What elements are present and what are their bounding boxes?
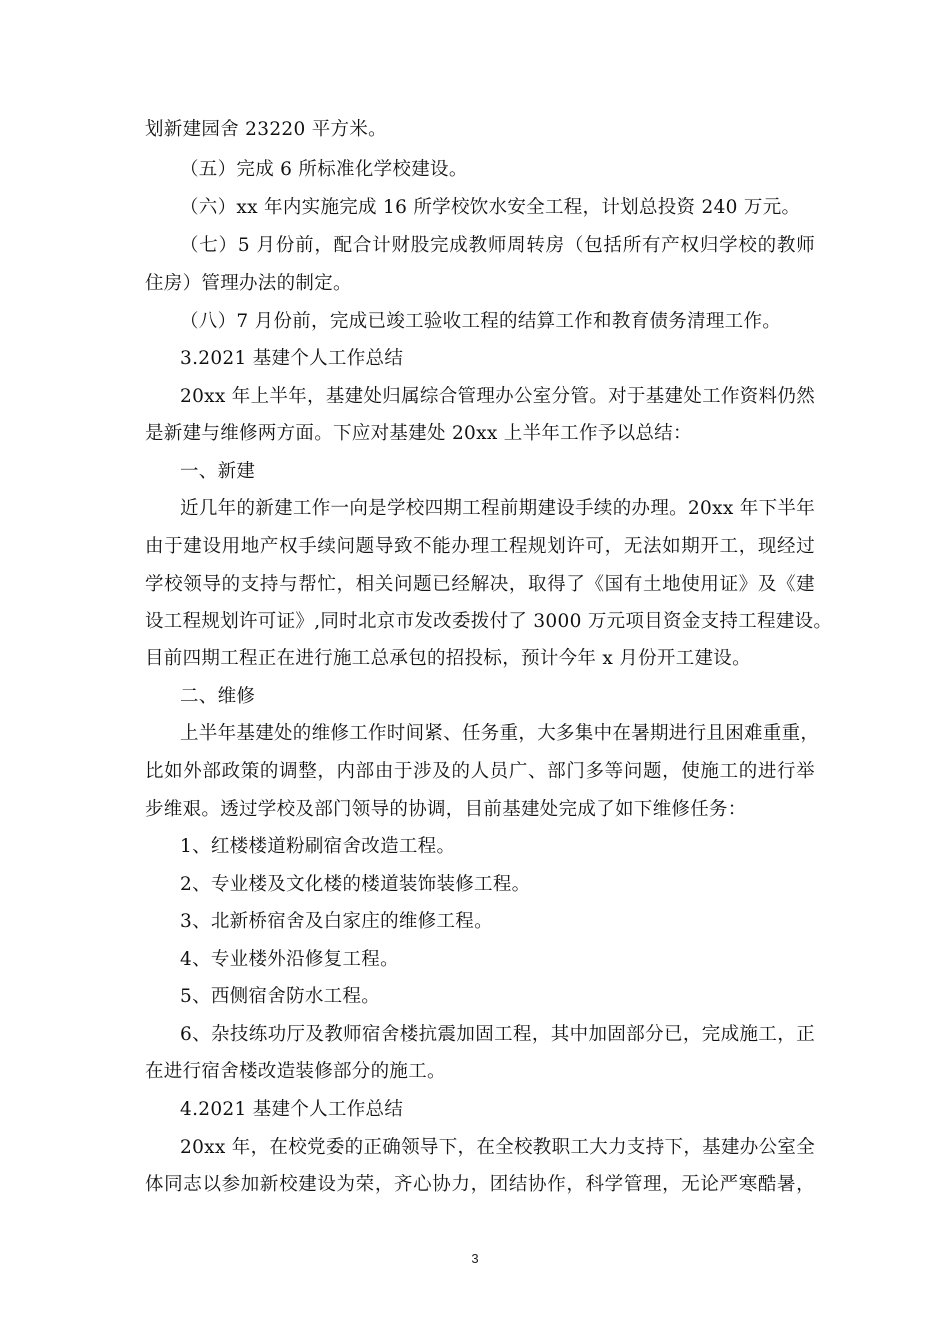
list-item: 6、杂技练功厅及教师宿舍楼抗震加固工程，其中加固部分已，完成施工，正: [180, 1024, 815, 1045]
text-line: （八）7 月份前，完成已竣工验收工程的结算工作和教育债务清理工作。: [180, 311, 782, 332]
section-heading: 4.2021 基建个人工作总结: [180, 1099, 404, 1120]
list-item: 4、专业楼外沿修复工程。: [180, 949, 399, 970]
list-item: 2、专业楼及文化楼的楼道装饰装修工程。: [180, 874, 531, 895]
text-line: 划新建园舍 23220 平方米。: [145, 119, 387, 140]
list-item: 1、红楼楼道粉刷宿舍改造工程。: [180, 836, 456, 857]
text-line: 在进行宿舍楼改造装修部分的施工。: [145, 1061, 446, 1082]
text-line: 步维艰。透过学校及部门领导的协调，目前基建处完成了如下维修任务：: [145, 799, 747, 820]
text-line: 体同志以参加新校建设为荣，齐心协力，团结协作，科学管理，无论严寒酷暑，: [145, 1174, 815, 1195]
text-line: 20xx 年上半年，基建处归属综合管理办公室分管。对于基建处工作资料仍然: [180, 386, 815, 407]
text-line: （五）完成 6 所标准化学校建设。: [180, 159, 468, 180]
text-line: 比如外部政策的调整，内部由于涉及的人员广、部门多等问题，使施工的进行举: [145, 761, 815, 782]
list-item: 5、西侧宿舍防水工程。: [180, 986, 381, 1007]
text-line: （六）xx 年内实施完成 16 所学校饮水安全工程，计划总投资 240 万元。: [180, 197, 801, 218]
text-line: 近几年的新建工作一向是学校四期工程前期建设手续的办理。20xx 年下半年: [180, 498, 815, 519]
text-line: 是新建与维修两方面。下应对基建处 20xx 上半年工作予以总结：: [145, 423, 692, 444]
text-line: 学校领导的支持与帮忙，相关问题已经解决，取得了《国有土地使用证》及《建: [145, 574, 815, 595]
page-number: 3: [471, 1251, 479, 1266]
subsection-heading: 一、新建: [180, 461, 256, 482]
text-line: 上半年基建处的维修工作时间紧、任务重，大多集中在暑期进行且困难重重，: [180, 723, 820, 744]
text-line: 由于建设用地产权手续问题导致不能办理工程规划许可，无法如期开工，现经过: [145, 536, 815, 557]
section-heading: 3.2021 基建个人工作总结: [180, 348, 404, 369]
subsection-heading: 二、维修: [180, 686, 256, 707]
text-line: 20xx 年，在校党委的正确领导下，在全校教职工大力支持下，基建办公室全: [180, 1137, 815, 1158]
text-line: 设工程规划许可证》,同时北京市发改委拨付了 3000 万元项目资金支持工程建设。: [145, 611, 833, 632]
text-line: 住房）管理办法的制定。: [145, 273, 352, 294]
text-line: （七）5 月份前，配合计财股完成教师周转房（包括所有产权归学校的教师: [180, 235, 815, 256]
list-item: 3、北新桥宿舍及白家庄的维修工程。: [180, 911, 493, 932]
text-line: 目前四期工程正在进行施工总承包的招投标，预计今年 x 月份开工建设。: [145, 648, 751, 669]
